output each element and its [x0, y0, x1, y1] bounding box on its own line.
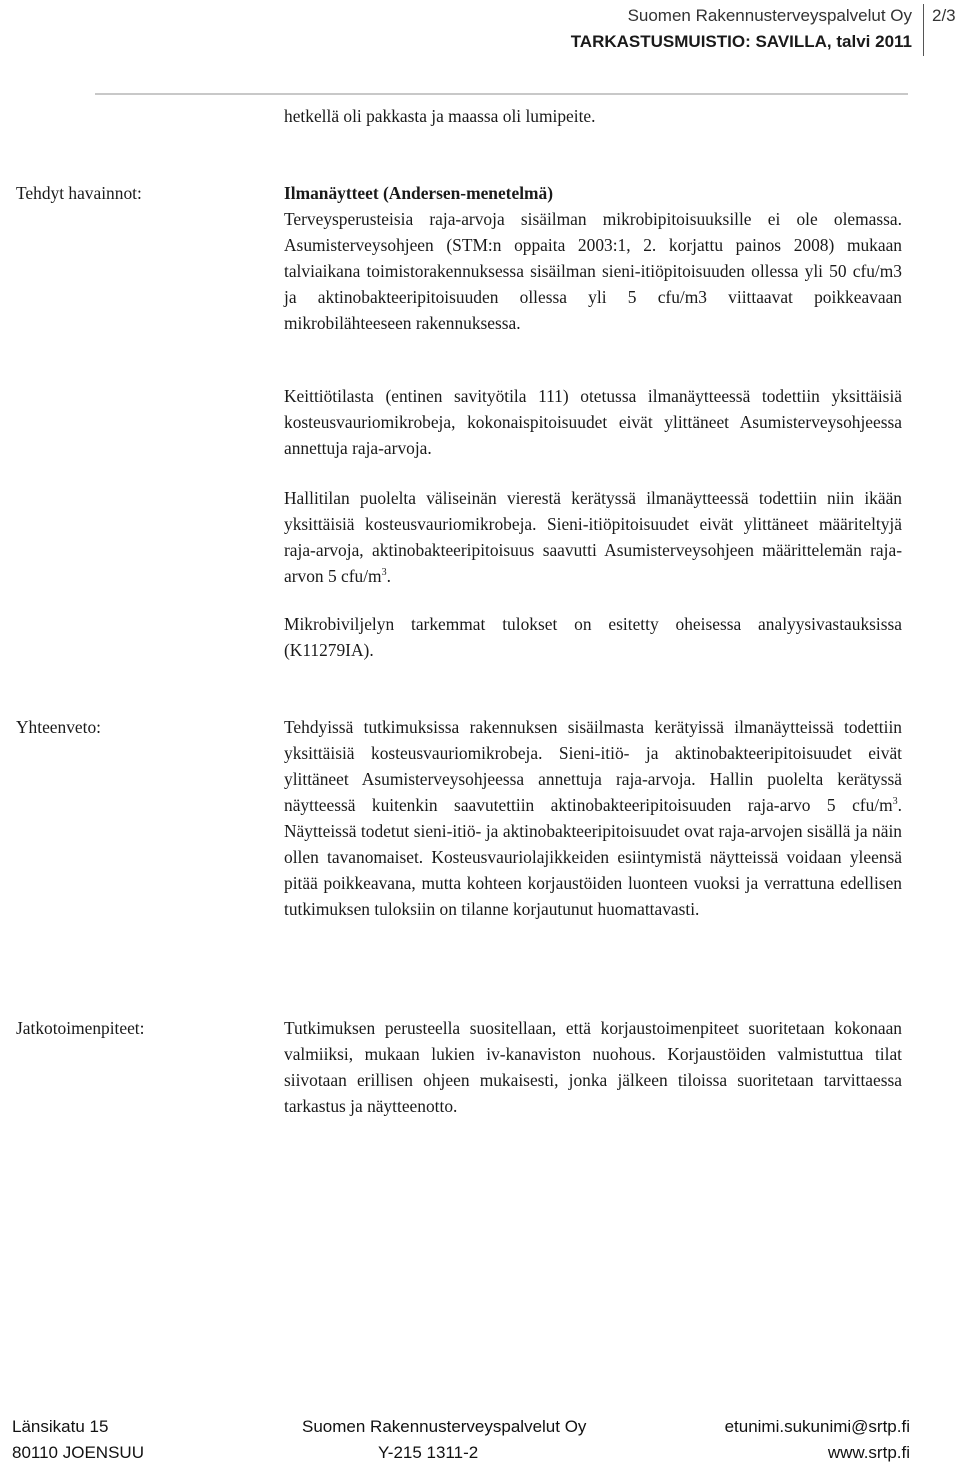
yhteenveto-text-b: . Näytteissä todetut sieni-itiö- ja aktinobakteeripitoisuudet ovat raja-arvojen sisällä ja näin ollen tavanomaiset. Kosteusvauriolajikkeiden esiintymistä näytteissä voidaan yleensä pitää poikkeavana, mutta kohteen korjaustöiden luonteen vuoksi ja verrattuna edellisen tutkimuksen tuloksiin on tilanne korjautunut huomattavasti. [284, 795, 902, 919]
page-number: 2/3 [932, 6, 956, 25]
yhteenveto-text-a: Tehdyissä tutkimuksissa rakennuksen sisäilmasta kerätyissä ilmanäytteissä todettiin yksittäisiä kosteusvauriomikrobeja. Sieni-itiö- ja aktinobakteeripitoisuudet eivät ylittäneet Asumisterveysohjeessa annettuja raja-arvoja. Hallin puolelta kerätyssä näytteessä kuitenkin saavutettiin aktinobakteeripitoisuuden raja-arvo 5 cfu/m [284, 717, 902, 815]
paragraph-jatkotoimenpiteet: Tutkimuksen perusteella suositellaan, että korjaustoimenpiteet suoritetaan kokonaan valmiiksi, mukaan lukien iv-kanaviston nuohous. Korjaustöiden valmistuttua tilat siivotaan erillisen ohjeen mukaisesti, jonka jälkeen tiloissa suoritetaan tarvittaessa tarkastus ja näytteenotto. [284, 1018, 902, 1116]
section-heading-ilmanaytteet: Ilmanäytteet (Andersen-menetelmä) [284, 183, 553, 203]
header-divider [923, 4, 924, 56]
footer-company: Suomen Rakennusterveyspalvelut Oy [302, 1417, 587, 1436]
paragraph-yhteenveto [284, 714, 902, 922]
section-label-jatkotoimenpiteet: Jatkotoimenpiteet: [16, 1018, 145, 1038]
page-footer [0, 1413, 960, 1465]
paragraph-mikrobiviljely: Mikrobiviljelyn tarkemmat tulokset on esitetty oheisessa analyysivastauksissa (K11279IA). [284, 614, 902, 660]
footer-address-city: 80110 JOENSUU [12, 1443, 144, 1462]
paragraph-raja-arvot: Terveysperusteisia raja-arvoja sisäilman mikrobipitoisuuksille ei ole olemassa. Asumisterveysohjeen (STM:n oppaita 2003:1, 2. korjattu painos 2008) mukaan talviaikana toimistorakennuksessa sisäilman sieni-itiöpitoisuuden ollessa yli 50 cfu/m3 ja aktinobakteeripitoisuuden ollessa yli 5 cfu/m3 viittaavat poikkeavaan mikrobilähteeseen rakennuksessa. [284, 209, 902, 333]
footer-website: www.srtp.fi [827, 1443, 910, 1462]
document-title: TARKASTUSMUISTIO: SAVILLA, talvi 2011 [570, 32, 912, 51]
footer-email: etunimi.sukunimi@srtp.fi [724, 1417, 910, 1436]
paragraph-hallitila [284, 485, 902, 589]
paragraph-hallitila-end: . [386, 566, 391, 586]
header-rule [95, 93, 908, 95]
footer-business-id: Y-215 1311-2 [378, 1443, 479, 1462]
footer-address-street: Länsikatu 15 [12, 1417, 109, 1436]
superscript-3: 3 [381, 567, 387, 579]
section-label-yhteenveto: Yhteenveto: [16, 717, 101, 737]
header-company: Suomen Rakennusterveyspalvelut Oy [627, 6, 912, 25]
superscript-3: 3 [892, 796, 898, 808]
section-label-havainnot: Tehdyt havainnot: [16, 183, 142, 203]
paragraph-hallitila-text: Hallitilan puolelta väliseinän vierestä kerätyssä ilmanäytteessä todettiin niin ikään yksittäisiä kosteusvauriomikrobeja. Sieni-itiöpitoisuudet eivät ylittäneet määriteltyjä raja-arvoja, aktinobakteeripitoisuus saavutti Asumisterveysohjeen määrittelemän raja-arvon 5 cfu/m [284, 488, 902, 586]
paragraph-keittiotila: Keittiötilasta (entinen savityötila 111) otetussa ilmanäytteessä todettiin yksittäisiä kosteusvauriomikrobeja, kokonaispitoisuudet eivät ylittäneet Asumisterveysohjeessa annettuja raja-arvoja. [284, 386, 902, 458]
intro-text: hetkellä oli pakkasta ja maassa oli lumipeite. [284, 106, 596, 126]
